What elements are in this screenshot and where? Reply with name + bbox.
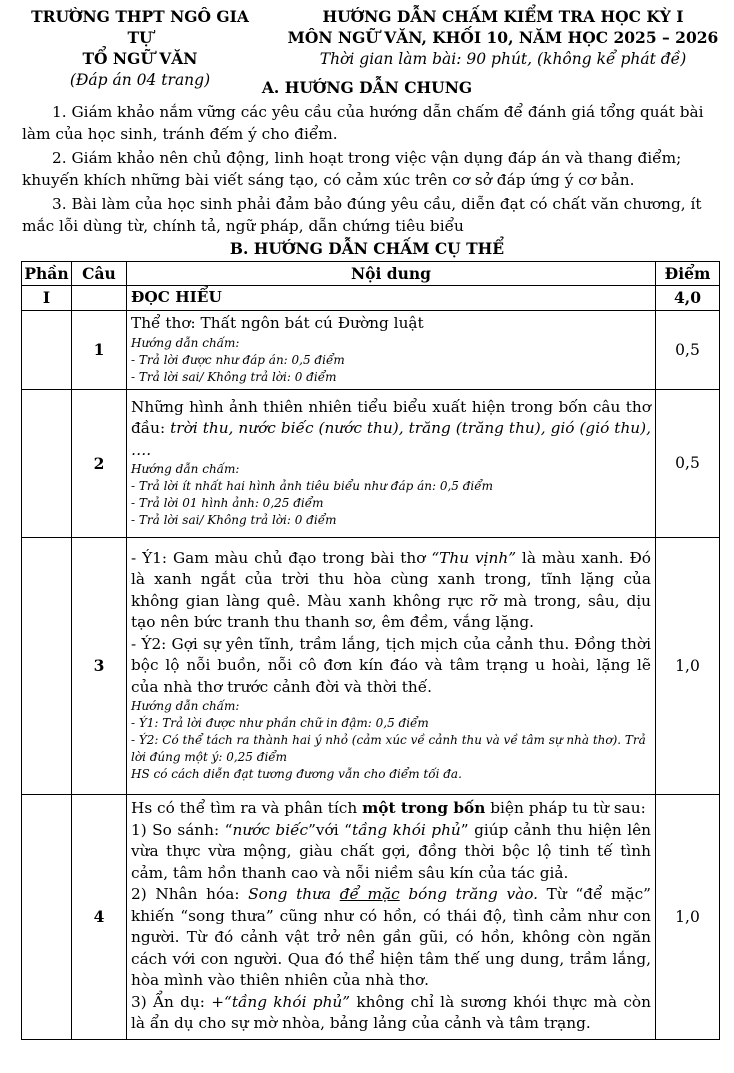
guide-text: Hướng dẫn chấm: bbox=[131, 699, 240, 714]
poem-title: “Thu vịnh” bbox=[431, 548, 517, 567]
table-row bbox=[22, 389, 720, 537]
guide-text: - Ý1: Trả lời được như phần chữ in đậm: 0,5 điểm bbox=[131, 716, 429, 731]
table-header-row bbox=[22, 262, 720, 286]
guide-text: - Trả lời sai/ Không trả lời: 0 điểm bbox=[131, 369, 337, 384]
question-number: 2 bbox=[72, 389, 127, 537]
header-right bbox=[283, 6, 723, 70]
part-title: ĐỌC HIỂU bbox=[127, 286, 656, 311]
table-row-part bbox=[22, 286, 720, 311]
question-number: 1 bbox=[72, 310, 127, 389]
answer-text-italic: trời thu, nước biếc (nước thu), trăng (trăng thu), gió (gió thu), …. bbox=[131, 419, 651, 459]
grading-table bbox=[21, 261, 720, 1040]
time-note: Thời gian làm bài: 90 phút, (không kể phát đề) bbox=[319, 50, 687, 68]
question-content: Hs có thể tìm ra và phân tích một trong bốn biện pháp tu từ sau: 1) So sánh: “nước biếc”với “tầng khói phủ” giúp cảnh thu hiện lên vừa thực vừa mộng, giàu chất gợi, đồng thời bộc lộ tinh tế tình cảm, tâm hồn thanh cao và nỗi niềm sâu kín của tác giả. 2) Nhân hóa: Song thưa để mặc bóng trăng vào. Từ “để mặc” khiến “song thưa” cũng như có hồn, có thái độ, tình cảm như con người. Từ đó cảnh vật trở nên gần gũi, có hồn, không còn ngăn cách với con người. Qua đó thể hiện tâm thế ung dung, trầm lắng, hòa mình vào thiên nhiên của nhà thơ. 3) Ẩn dụ: +“tầng khói phủ” không chỉ là sương khói thực mà còn là ẩn dụ cho sự mờ nhòa, bảng lảng của cảnh và tâm trạng. bbox=[127, 794, 656, 1039]
guide-text: - Ý2: Có thể tách ra thành hai ý nhỏ (cảm xúc về cảnh thu và về tâm sự nhà thơ). Trả lời đúng một ý: 0,25 điểm bbox=[131, 733, 646, 765]
general-guideline-2: 2. Giám khảo nên chủ động, linh hoạt trong việc vận dụng đáp án và thang điểm; khuyến khích những bài viết sáng tạo, có cảm xúc trên cơ sở đáp ứng ý cơ bản. bbox=[22, 149, 682, 189]
guide-text: - Trả lời sai/ Không trả lời: 0 điểm bbox=[131, 513, 337, 528]
school-name: TRƯỜNG THPT NGÔ GIA TỰ bbox=[31, 7, 249, 47]
guide-text: Hướng dẫn chấm: bbox=[131, 335, 240, 350]
col-header-part: Phần bbox=[22, 262, 72, 286]
col-header-content: Nội dung bbox=[127, 262, 656, 286]
question-score: 0,5 bbox=[656, 310, 720, 389]
question-number: 4 bbox=[72, 794, 127, 1039]
answer-text: Những hình ảnh thiên nhiên tiểu biểu xuất hiện trong bốn câu thơ đầu: bbox=[131, 397, 651, 438]
question-score: 0,5 bbox=[656, 389, 720, 537]
general-guideline-1: 1. Giám khảo nắm vững các yêu cầu của hướng dẫn chấm để đánh giá tổng quát bài làm của học sinh, tránh đếm ý cho điểm. bbox=[22, 103, 704, 143]
section-a-title: A. HƯỚNG DẪN CHUNG bbox=[261, 78, 473, 97]
guide-text: - Trả lời được như đáp án: 0,5 điểm bbox=[131, 352, 345, 367]
guide-text: - Trả lời ít nhất hai hình ảnh tiêu biểu như đáp án: 0,5 điểm bbox=[131, 479, 494, 494]
guide-text: HS có cách diễn đạt tương đương vẫn cho điểm tối đa. bbox=[131, 767, 462, 782]
answer-text: Thể thơ: Thất ngôn bát cú Đường luật bbox=[131, 314, 424, 333]
section-b-title: B. HƯỚNG DẪN CHẤM CỤ THỂ bbox=[229, 239, 505, 258]
question-number: 3 bbox=[72, 537, 127, 794]
table-row bbox=[22, 537, 720, 794]
table-row bbox=[22, 794, 720, 1039]
part-label: I bbox=[22, 286, 72, 311]
doc-subject: MÔN NGỮ VĂN, KHỐI 10, NĂM HỌC 2025 – 2026 bbox=[287, 28, 719, 47]
pages-note: (Đáp án 04 trang) bbox=[69, 71, 211, 89]
question-score: 1,0 bbox=[656, 537, 720, 794]
guide-text: Hướng dẫn chấm: bbox=[131, 462, 240, 477]
question-content bbox=[127, 310, 656, 389]
general-guideline-3: 3. Bài làm của học sinh phải đảm bảo đúng yêu cầu, diễn đạt có chất văn chương, ít mắc lỗi dùng từ, chính tả, ngữ pháp, dẫn chứng tiêu biểu bbox=[22, 195, 702, 235]
question-content: - Ý1: Gam màu chủ đạo trong bài thơ “Thu vịnh” là màu xanh. Đó là xanh ngắt của trời thu hòa cùng xanh trong, tĩnh lặng của không gian làng quê. Màu xanh không rực rỡ mà trong, sâu, dịu tạo nên bức tranh thu thanh sơ, êm đềm, vắng lặng. - Ý2: Gợi sự yên tĩnh, trầm lắng, tịch mịch của cảnh thu. Đồng thời bộc lộ nỗi buồn, nỗi cô đơn kín đáo và tâm trạng u hoài, lặng lẽ của nhà thơ trước cảnh đời và thời thế. Hướng dẫn chấm: - Ý1: Trả lời được như phần chữ in đậm: 0,5 điểm - Ý2: Có thể tách ra thành hai ý nhỏ (cảm xúc về cảnh thu và về tâm sự nhà thơ). Trả lời đúng một ý: 0,25 điểm HS có cách diễn đạt tương đương vẫn cho điểm tối đa. bbox=[127, 537, 656, 794]
col-header-score: Điểm bbox=[656, 262, 720, 286]
guide-text: - Trả lời 01 hình ảnh: 0,25 điểm bbox=[131, 496, 324, 511]
question-content bbox=[127, 389, 656, 537]
table-row bbox=[22, 310, 720, 389]
col-header-question: Câu bbox=[72, 262, 127, 286]
doc-title: HƯỚNG DẪN CHẤM KIỂM TRA HỌC KỲ I bbox=[322, 7, 684, 26]
group-name: TỔ NGỮ VĂN bbox=[82, 49, 198, 68]
question-score: 1,0 bbox=[656, 794, 720, 1039]
part-score: 4,0 bbox=[656, 286, 720, 311]
emphasis-text: một trong bốn bbox=[362, 799, 486, 818]
answer-text: - Ý2: Gợi sự yên tĩnh, trầm lắng, tịch mịch của cảnh thu. Đồng thời bộc lộ nỗi buồn, nỗi cô đơn kín đáo và tâm trạng u hoài, lặng lẽ của nhà thơ trước cảnh đời và thời thế. bbox=[131, 634, 651, 696]
